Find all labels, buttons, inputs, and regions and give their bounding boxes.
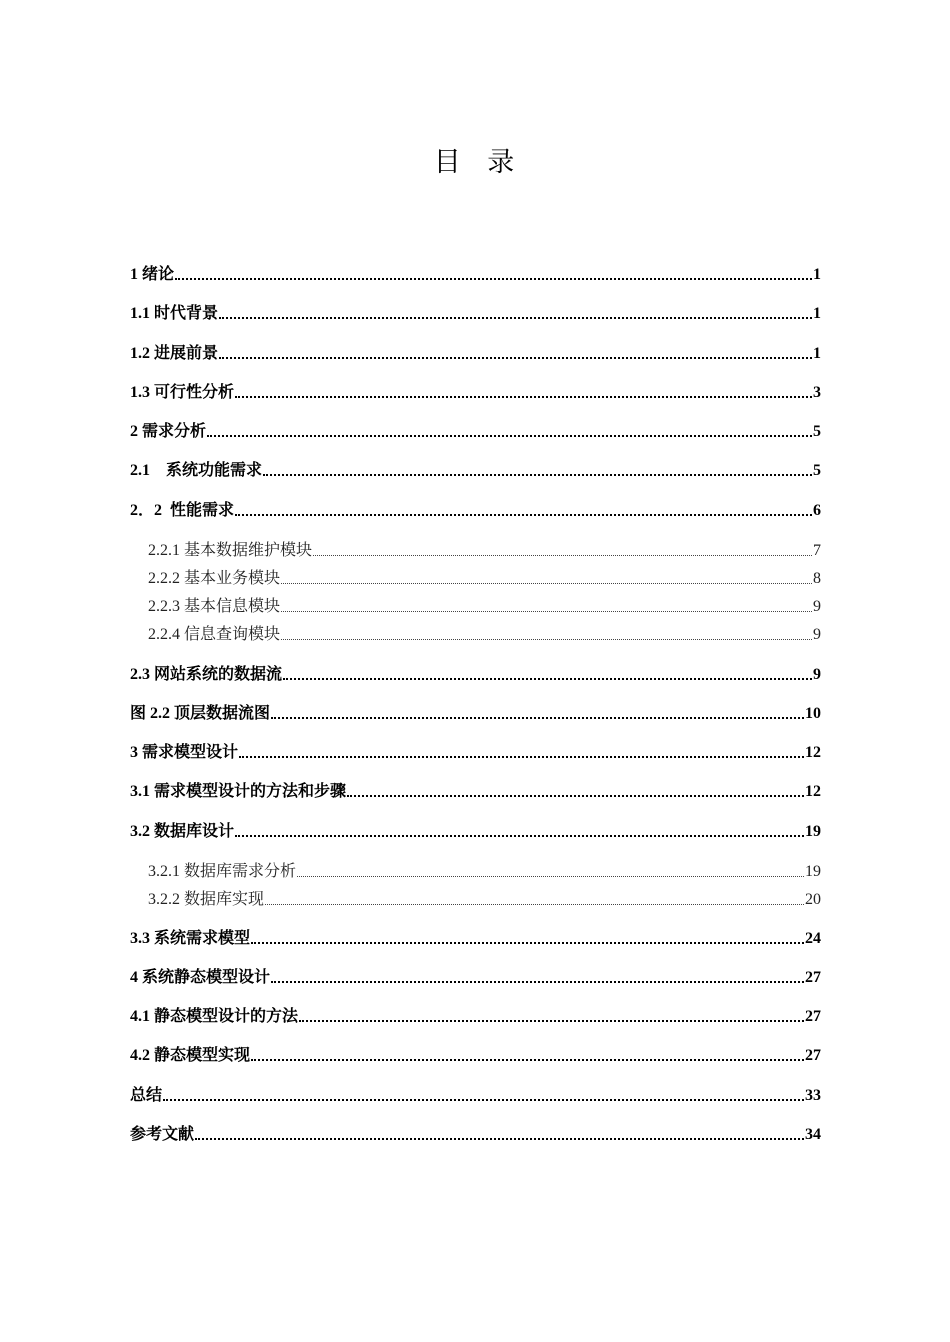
toc-page-number: 8 bbox=[813, 570, 821, 587]
toc-entry-label: 2.3 网站系统的数据流 bbox=[130, 666, 283, 683]
toc-page-number: 5 bbox=[813, 423, 821, 440]
toc-entry[interactable] bbox=[130, 300, 821, 323]
toc-entry[interactable] bbox=[130, 661, 821, 684]
toc-entry-label: 3.3 系统需求模型 bbox=[130, 930, 251, 947]
toc-entry[interactable] bbox=[130, 964, 821, 987]
toc-page-number: 20 bbox=[805, 891, 821, 908]
toc-subentry[interactable] bbox=[148, 537, 821, 560]
toc-entry-label: 2.2.2 基本业务模块 bbox=[148, 570, 281, 587]
toc-entry-label: 2.1 系统功能需求 bbox=[130, 462, 263, 479]
dot-leader bbox=[297, 876, 804, 877]
toc-entry-label: 2.2.4 信息查询模块 bbox=[148, 626, 281, 643]
dot-leader bbox=[263, 474, 812, 476]
dot-leader bbox=[313, 555, 812, 556]
toc-entry[interactable] bbox=[130, 379, 821, 402]
dot-leader bbox=[235, 396, 812, 398]
toc-page-number: 9 bbox=[813, 598, 821, 615]
toc-entry[interactable] bbox=[130, 418, 821, 441]
toc-subentry[interactable] bbox=[148, 886, 821, 909]
dot-leader bbox=[283, 678, 812, 680]
toc-subentry[interactable] bbox=[148, 858, 821, 881]
toc-entry-label: 2．2 性能需求 bbox=[130, 502, 235, 519]
toc-page-number: 1 bbox=[813, 305, 821, 322]
toc-page-number: 12 bbox=[805, 783, 821, 800]
toc-entry[interactable] bbox=[130, 1082, 821, 1105]
toc-entry[interactable] bbox=[130, 925, 821, 948]
toc-page-number: 19 bbox=[805, 823, 821, 840]
toc-entry[interactable] bbox=[130, 457, 821, 480]
toc-entry-label: 2.2.3 基本信息模块 bbox=[148, 598, 281, 615]
dot-leader bbox=[299, 1020, 804, 1022]
toc-entry-label: 3.2.2 数据库实现 bbox=[148, 891, 265, 908]
dot-leader bbox=[219, 357, 812, 359]
toc-entry[interactable] bbox=[130, 1042, 821, 1065]
toc-page-number: 33 bbox=[805, 1087, 821, 1104]
toc-page-number: 27 bbox=[805, 1047, 821, 1064]
dot-leader bbox=[195, 1138, 804, 1140]
toc-page-number: 34 bbox=[805, 1126, 821, 1143]
toc-page-number: 7 bbox=[813, 542, 821, 559]
toc-entry-label: 1.2 进展前景 bbox=[130, 345, 219, 362]
toc-page-number: 9 bbox=[813, 666, 821, 683]
toc-subentry[interactable] bbox=[148, 565, 821, 588]
toc-page-number: 19 bbox=[805, 863, 821, 880]
toc-page-number: 9 bbox=[813, 626, 821, 643]
toc-entry-label: 4.1 静态模型设计的方法 bbox=[130, 1008, 299, 1025]
toc-entry[interactable] bbox=[130, 739, 821, 762]
toc-entry[interactable] bbox=[130, 1121, 821, 1144]
toc-entry-label: 图 2.2 顶层数据流图 bbox=[130, 705, 271, 722]
toc-entry-label: 3.1 需求模型设计的方法和步骤 bbox=[130, 783, 347, 800]
toc-entry-label: 总结 bbox=[130, 1087, 163, 1104]
dot-leader bbox=[281, 611, 812, 612]
toc-entry[interactable] bbox=[130, 497, 821, 520]
toc-page-number: 1 bbox=[813, 266, 821, 283]
toc-entry-label: 1.1 时代背景 bbox=[130, 305, 219, 322]
dot-leader bbox=[235, 835, 804, 837]
toc-subentry[interactable] bbox=[148, 593, 821, 616]
dot-leader bbox=[239, 756, 804, 758]
dot-leader bbox=[281, 583, 812, 584]
dot-leader bbox=[265, 904, 804, 905]
toc-entry[interactable] bbox=[130, 778, 821, 801]
toc-entry-label: 参考文献 bbox=[130, 1126, 195, 1143]
toc-subentry[interactable] bbox=[148, 621, 821, 644]
dot-leader bbox=[219, 317, 812, 319]
dot-leader bbox=[347, 795, 804, 797]
toc-page-number: 3 bbox=[813, 384, 821, 401]
toc-entry[interactable] bbox=[130, 340, 821, 363]
dot-leader bbox=[163, 1099, 804, 1101]
toc-page-number: 12 bbox=[805, 744, 821, 761]
toc-entry-label: 1.3 可行性分析 bbox=[130, 384, 235, 401]
toc-entry[interactable] bbox=[130, 261, 821, 284]
toc-entry-label: 3.2 数据库设计 bbox=[130, 823, 235, 840]
dot-leader bbox=[271, 981, 804, 983]
toc-page-number: 10 bbox=[805, 705, 821, 722]
toc-entry-label: 3 需求模型设计 bbox=[130, 744, 239, 761]
toc-page-number: 5 bbox=[813, 462, 821, 479]
dot-leader bbox=[251, 1059, 804, 1061]
toc-title: 目 录 bbox=[433, 147, 517, 178]
toc-page-number: 27 bbox=[805, 969, 821, 986]
toc-entry-label: 2 需求分析 bbox=[130, 423, 207, 440]
toc-entry-label: 3.2.1 数据库需求分析 bbox=[148, 863, 297, 880]
toc-entry[interactable] bbox=[130, 818, 821, 841]
toc-entry-label: 4 系统静态模型设计 bbox=[130, 969, 271, 986]
dot-leader bbox=[235, 514, 812, 516]
toc-page-number: 6 bbox=[813, 502, 821, 519]
dot-leader bbox=[281, 639, 812, 640]
toc-page-number: 1 bbox=[813, 345, 821, 362]
toc-entry[interactable] bbox=[130, 1003, 821, 1026]
toc-page-number: 24 bbox=[805, 930, 821, 947]
toc-page-number: 27 bbox=[805, 1008, 821, 1025]
toc-entry[interactable] bbox=[130, 700, 821, 723]
toc-entry-label: 1 绪论 bbox=[130, 266, 175, 283]
dot-leader bbox=[175, 278, 812, 280]
dot-leader bbox=[251, 942, 804, 944]
toc-entry-label: 4.2 静态模型实现 bbox=[130, 1047, 251, 1064]
dot-leader bbox=[271, 717, 804, 719]
toc-entry-label: 2.2.1 基本数据维护模块 bbox=[148, 542, 313, 559]
dot-leader bbox=[207, 435, 812, 437]
